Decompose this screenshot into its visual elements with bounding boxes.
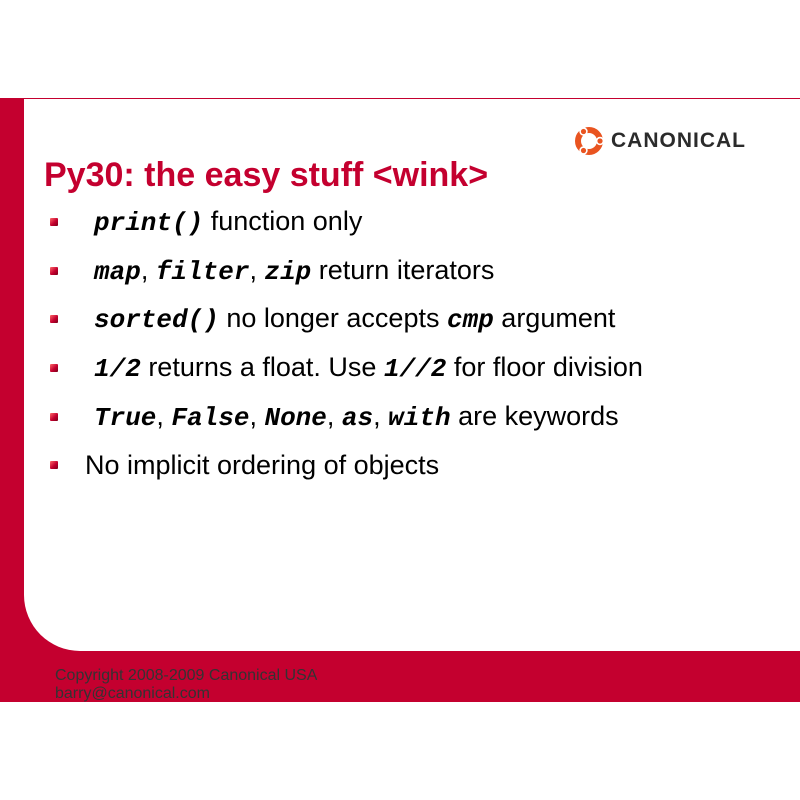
bullet-text-segment: argument (493, 303, 616, 334)
bullet-text-segment: , (156, 400, 172, 431)
code-keyword: filter (155, 256, 250, 287)
code-keyword: map (94, 256, 141, 287)
code-keyword: 1/2 (94, 354, 141, 385)
bullet-text (94, 303, 615, 335)
code-keyword: with (388, 402, 451, 433)
bullet-marker-icon (50, 267, 58, 275)
bullet-item (48, 247, 788, 296)
canonical-logo (573, 125, 746, 157)
bullet-marker-icon (50, 461, 58, 469)
bullet-text (94, 352, 643, 384)
bullet-text-segment: function only (203, 206, 363, 237)
code-keyword: as (341, 402, 374, 433)
bullet-text-segment: , (373, 400, 389, 431)
logo-wordmark: CANONICAL (611, 129, 746, 152)
code-keyword: True (94, 402, 157, 433)
bullet-text-segment: for floor division (446, 352, 643, 383)
bullet-text (94, 206, 362, 238)
code-keyword: print() (94, 208, 204, 239)
bullet-item (48, 344, 788, 393)
code-keyword: sorted() (94, 305, 219, 336)
code-keyword: False (171, 402, 250, 433)
code-keyword: cmp (446, 305, 494, 336)
bullet-marker-icon (50, 364, 58, 372)
slide-title: Py30: the easy stuff <wink> (44, 156, 489, 194)
bullet-marker-icon (50, 413, 58, 421)
bullet-text-segment: , (249, 400, 265, 431)
bullet-text (94, 255, 494, 287)
bullet-item (48, 392, 788, 441)
bullet-text-segment: , (140, 254, 156, 285)
bullet-text-segment: return iterators (311, 254, 495, 285)
footer (55, 667, 317, 702)
copyright-text: Copyright 2008-2009 Canonical USA (55, 667, 318, 684)
bullet-item (48, 295, 788, 344)
bullet-text-segment: are keywords (450, 400, 619, 431)
bullet-item (48, 198, 788, 247)
email-text: barry@canonical.com (55, 685, 210, 702)
bullet-text-segment: , (326, 400, 342, 431)
bullet-text (94, 401, 619, 433)
code-keyword: None (264, 402, 327, 433)
code-keyword: zip (264, 256, 312, 287)
bullet-marker-icon (50, 315, 58, 323)
code-keyword: 1//2 (383, 354, 447, 385)
bullet-text-segment: No implicit ordering of objects (85, 449, 440, 480)
bullet-text-segment: returns a float. Use (140, 352, 384, 383)
bullet-text-segment: no longer accepts (218, 303, 447, 334)
bullet-marker-icon (50, 218, 58, 226)
bullet-text-segment: , (249, 254, 265, 285)
canonical-circle-of-friends-icon (573, 125, 605, 157)
bullet-text (85, 450, 439, 481)
bullet-list (48, 198, 788, 490)
bullet-item (48, 441, 788, 490)
